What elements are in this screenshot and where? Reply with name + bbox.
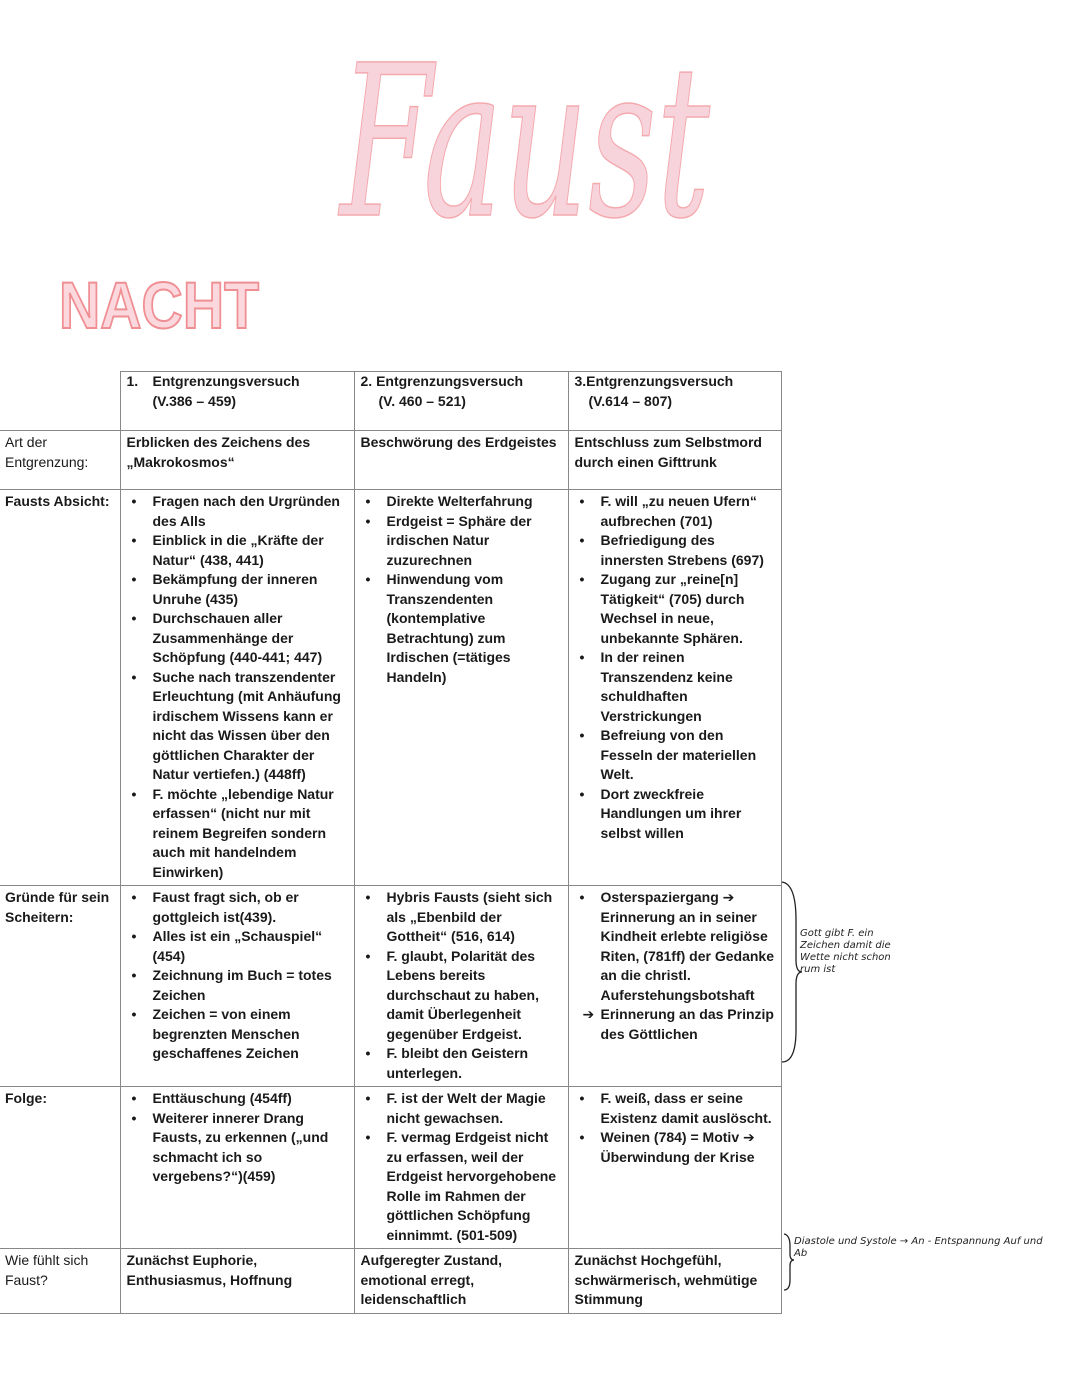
bullet-item: • Zugang zur „reine[n] Tätigkeit“ (705) durch Wechsel in neue, unbekannte Sphären. (601, 570, 775, 648)
bullet-item: • Weinen (784) = Motiv ➔ Überwindung der Krise (601, 1128, 775, 1167)
bullet-item: • Suche nach transzendenter Erleuchtung (mit Anhäufung irdischem Wissens kann er nicht das Wissen über den göttlichen Charakter der Natur vertiefen.) (448ff) (153, 668, 348, 785)
title-faust (330, 0, 730, 265)
bullet-item: • Direkte Welterfahrung (387, 492, 562, 512)
header-2-verses: (V. 460 – 521) (378, 392, 466, 409)
header-3-verses: (V.614 – 807) (588, 392, 673, 409)
cell (120, 886, 354, 1087)
bullet-item: • Befreiung von den Fesseln der materiellen Welt. (601, 726, 775, 785)
row-gefuehl (0, 1249, 781, 1314)
cell (568, 1087, 781, 1249)
cell (120, 490, 354, 886)
bullet-item: • F. ist der Welt der Magie nicht gewachsen. (387, 1089, 562, 1128)
header-2-title: 2. Entgrenzungsversuch (360, 373, 524, 389)
row-label: Gründe für sein Scheitern: (0, 886, 120, 1087)
handwritten-note-2: Diastole und Systole → An - Entspannung Auf und Ab (794, 1236, 1043, 1259)
header-attempt-2 (354, 372, 568, 431)
bullet-item: • Weiterer innerer Drang Fausts, zu erkennen („und schmacht ich so vergebens?“)(459) (153, 1109, 348, 1187)
bullet-item: • Dort zweckfreie Handlungen um ihrer selbst willen (601, 785, 775, 844)
header-1-number: 1. (126, 373, 139, 389)
bullet-item: • Erdgeist = Sphäre der irdischen Natur zuzurechnen (387, 512, 562, 571)
bullet-item: • In der reinen Transzendenz keine schuldhaften Verstrickungen (601, 648, 775, 726)
bullet-item: • F. vermag Erdgeist nicht zu erfassen, weil der Erdgeist hervorgehobene Rolle im Rahmen der göttlichen Schöpfung einnimmt. (501-509) (387, 1128, 562, 1245)
header-1-title: Entgrenzungsversuch (152, 373, 300, 389)
header-1-verses: (V.386 – 459) (152, 392, 237, 409)
cell (354, 490, 568, 886)
comparison-table (0, 371, 782, 1314)
row-label: Art der Entgrenzung: (0, 431, 120, 490)
arrow-note: ➔ Erinnerung an das Prinzip des Göttlichen (575, 1005, 775, 1044)
bullet-item: • Enttäuschung (454ff) (153, 1089, 348, 1109)
row-art (0, 431, 781, 490)
cell: Erblicken des Zeichens des „Makrokosmos“ (120, 431, 354, 490)
row-label: Fausts Absicht: (0, 490, 120, 886)
cell (354, 886, 568, 1087)
cell (120, 1087, 354, 1249)
header-attempt-3 (568, 372, 781, 431)
row-gruende (0, 886, 781, 1087)
cell: Zunächst Hochgefühl, schwärmerisch, wehmütige Stimmung (568, 1249, 781, 1314)
bullet-item: • F. bleibt den Geistern unterlegen. (387, 1044, 562, 1083)
bullet-item: • Befriedigung des innersten Strebens (697) (601, 531, 775, 570)
bullet-item: • Zeichnung im Buch = totes Zeichen (153, 966, 348, 1005)
row-label: Folge: (0, 1087, 120, 1249)
bullet-item: • Faust fragt sich, ob er gottgleich ist(439). (153, 888, 348, 927)
header-empty-cell (0, 372, 120, 431)
subtitle-text: NACHT (59, 268, 259, 342)
bullet-item: • Bekämpfung der inneren Unruhe (435) (153, 570, 348, 609)
title-text: Faust (337, 20, 711, 265)
bullet-item: • Alles ist ein „Schauspiel“ (454) (153, 927, 348, 966)
header-attempt-1 (120, 372, 354, 431)
bullet-item: • F. möchte „lebendige Natur erfassen“ (nicht nur mit reinem Begreifen sondern auch mit handelndem Einwirken) (153, 785, 348, 883)
cell (568, 886, 781, 1087)
header-row (0, 372, 781, 431)
handwritten-note-1: Gott gibt F. ein Zeichen damit die Wette nicht schon rum ist (800, 928, 891, 975)
row-folge (0, 1087, 781, 1249)
bullet-item: • Durchschauen aller Zusammenhänge der Schöpfung (440-441; 447) (153, 609, 348, 668)
header-3-title: 3.Entgrenzungsversuch (574, 373, 734, 389)
row-label: Wie fühlt sich Faust? (0, 1249, 120, 1314)
bullet-item: • F. will „zu neuen Ufern“ aufbrechen (701) (601, 492, 775, 531)
cell: Aufgeregter Zustand, emotional erregt, leidenschaftlich (354, 1249, 568, 1314)
subtitle-nacht (55, 260, 275, 340)
cell: Entschluss zum Selbstmord durch einen Gifttrunk (568, 431, 781, 490)
bullet-item: • Hybris Fausts (sieht sich als „Ebenbild der Gottheit“ (516, 614) (387, 888, 562, 947)
cell: Beschwörung des Erdgeistes (354, 431, 568, 490)
bullet-item: • Fragen nach den Urgründen des Alls (153, 492, 348, 531)
bullet-item: • Zeichen = von einem begrenzten Menschen geschaffenes Zeichen (153, 1005, 348, 1064)
cell (568, 490, 781, 886)
row-absicht (0, 490, 781, 886)
cell (354, 1087, 568, 1249)
bullet-item: • Einblick in die „Kräfte der Natur“ (438, 441) (153, 531, 348, 570)
bullet-item: • F. weiß, dass er seine Existenz damit auslöscht. (601, 1089, 775, 1128)
cell: Zunächst Euphorie, Enthusiasmus, Hoffnung (120, 1249, 354, 1314)
bullet-item: • F. glaubt, Polarität des Lebens bereits durchschaut zu haben, damit Überlegenheit gegenüber Erdgeist. (387, 947, 562, 1045)
bullet-item: • Hinwendung vom Transzendenten (kontemplative Betrachtung) zum Irdischen (=tätiges Handeln) (387, 570, 562, 687)
bullet-item: • Osterspaziergang ➔ Erinnerung an in seiner Kindheit erlebte religiöse Riten, (781ff) der Gedanke an die christl. Auferstehungsbotshaft (601, 888, 775, 1005)
